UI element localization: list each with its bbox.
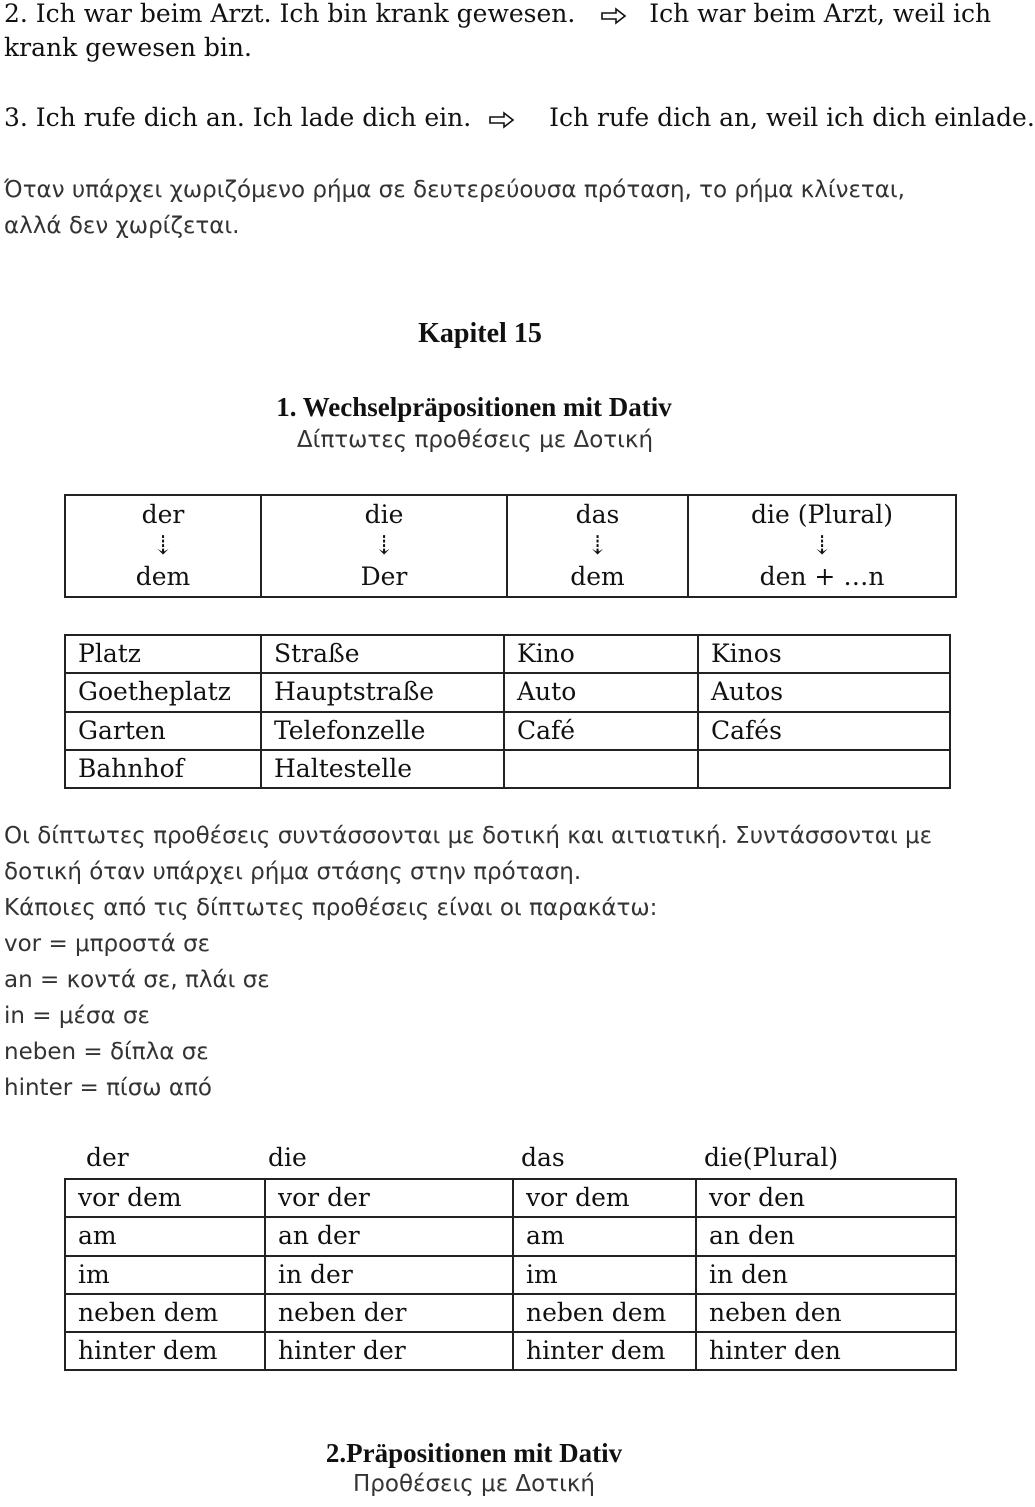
table-cell: Cafés [698, 712, 950, 750]
section-2-subtitle: Προθέσεις με Δοτική [352, 1471, 596, 1497]
table-row [65, 1217, 956, 1255]
table-cell [698, 750, 950, 788]
table-cell: am [513, 1217, 696, 1255]
contraction-table [64, 1178, 957, 1371]
article-cell-der [65, 495, 261, 597]
example-2-verb: bin. [203, 33, 252, 62]
table-cell: Bahnhof [65, 750, 261, 788]
example-2-continuation: krank gewesen [4, 33, 204, 62]
explanation-intro: Κάποιες από τις δίπτωτες προθέσεις είναι οι παρακάτω: [4, 895, 658, 921]
article-from: die (Plural) [750, 499, 894, 529]
table-cell: Platz [65, 635, 261, 673]
table-cell: neben den [696, 1294, 956, 1332]
table-cell: an den [696, 1217, 956, 1255]
table-cell: Auto [504, 673, 698, 711]
table-cell: im [65, 1256, 265, 1294]
article-from: das [575, 499, 620, 529]
table-cell: Straße [261, 635, 504, 673]
article-from: der [141, 499, 185, 529]
section-1-subtitle: Δίπτωτες προθέσεις με Δοτική [296, 427, 654, 453]
example-3-verb: einlade. [934, 103, 1035, 132]
table-cell: vor der [265, 1179, 513, 1217]
article-cell-plural [688, 495, 956, 597]
table-row [65, 1179, 956, 1217]
preposition-list [4, 926, 270, 1106]
example-2-line-1 [4, 0, 991, 32]
table-row [65, 635, 950, 673]
table-cell: in den [696, 1256, 956, 1294]
column-header: die [268, 1143, 307, 1172]
table-cell: Hauptstraße [261, 673, 504, 711]
table-cell: am [65, 1217, 265, 1255]
example-3-combined: Ich rufe dich an, weil ich dich [549, 103, 935, 132]
table-cell: hinter dem [65, 1332, 265, 1370]
table-cell: neben dem [513, 1294, 696, 1332]
table-cell: Telefonzelle [261, 712, 504, 750]
section-1-title: 1. Wechselpräpositionen mit Dativ [276, 392, 672, 422]
list-item: vor = μπροστά σε [4, 931, 211, 957]
table-row [65, 1256, 956, 1294]
example-3-original: 3. Ich rufe dich an. Ich lade dich ein. [4, 103, 472, 132]
right-arrow-outline-icon [489, 111, 515, 129]
article-cell-das [507, 495, 688, 597]
article-cell-die [261, 495, 507, 597]
table-cell: an der [265, 1217, 513, 1255]
table-cell: Café [504, 712, 698, 750]
nouns-table [64, 634, 951, 789]
table-cell: hinter den [696, 1332, 956, 1370]
example-2-line-2 [4, 30, 252, 66]
table-cell: Kinos [698, 635, 950, 673]
example-3-line [4, 100, 1035, 136]
table-row [65, 712, 950, 750]
table-cell: in der [265, 1256, 513, 1294]
down-arrow-icon: ⇣ [811, 531, 833, 561]
article-to: dem [570, 562, 625, 591]
table-cell: Haltestelle [261, 750, 504, 788]
table-cell: vor dem [65, 1179, 265, 1217]
table-cell: neben der [265, 1294, 513, 1332]
table-cell: im [513, 1256, 696, 1294]
table-cell: Autos [698, 673, 950, 711]
table-cell: neben dem [65, 1294, 265, 1332]
list-item: in = μέσα σε [4, 1003, 150, 1029]
table-row [65, 1294, 956, 1332]
right-arrow-outline-icon [601, 7, 627, 25]
column-header: das [521, 1143, 565, 1172]
table-cell: Kino [504, 635, 698, 673]
table-cell [504, 750, 698, 788]
table-cell: vor den [696, 1179, 956, 1217]
table-cell: hinter der [265, 1332, 513, 1370]
list-item: an = κοντά σε, πλάι σε [4, 967, 270, 993]
table-row [65, 1332, 956, 1370]
column-header: der [86, 1143, 129, 1172]
table-cell: hinter dem [513, 1332, 696, 1370]
table-row [65, 750, 950, 788]
article-table [64, 494, 957, 598]
list-item: hinter = πίσω από [4, 1075, 212, 1101]
down-arrow-icon: ⇣ [586, 531, 609, 561]
chapter-heading: Kapitel 15 [418, 318, 542, 349]
section-2-title: 2.Präpositionen mit Dativ [325, 1438, 623, 1468]
separable-verb-note: Όταν υπάρχει χωριζόμενο ρήμα σε δευτερεύουσα πρόταση, το ρήμα κλίνεται, αλλά δεν χωρίζεται. [4, 177, 905, 239]
table-cell: vor dem [513, 1179, 696, 1217]
example-2-original: 2. Ich war beim Arzt. Ich bin krank gewesen. [4, 0, 576, 28]
column-header: die(Plural) [704, 1143, 839, 1172]
table-cell: Garten [65, 712, 261, 750]
article-to: den + …n [759, 562, 885, 591]
down-arrow-icon: ⇣ [373, 531, 395, 561]
list-item: neben = δίπλα σε [4, 1039, 209, 1065]
article-to: Der [360, 562, 408, 591]
table-cell: Goetheplatz [65, 673, 261, 711]
down-arrow-icon: ⇣ [152, 531, 174, 561]
explanation-paragraph: Οι δίπτωτες προθέσεις συντάσσονται με δοτική και αιτιατική. Συντάσσονται με δοτική όταν υπάρχει ρήμα στάσης στην πρόταση. [4, 823, 933, 885]
article-from: die [364, 499, 404, 529]
table-row [65, 673, 950, 711]
article-to: dem [135, 562, 191, 591]
example-2-combined: Ich war beim Arzt, weil ich [649, 0, 992, 28]
